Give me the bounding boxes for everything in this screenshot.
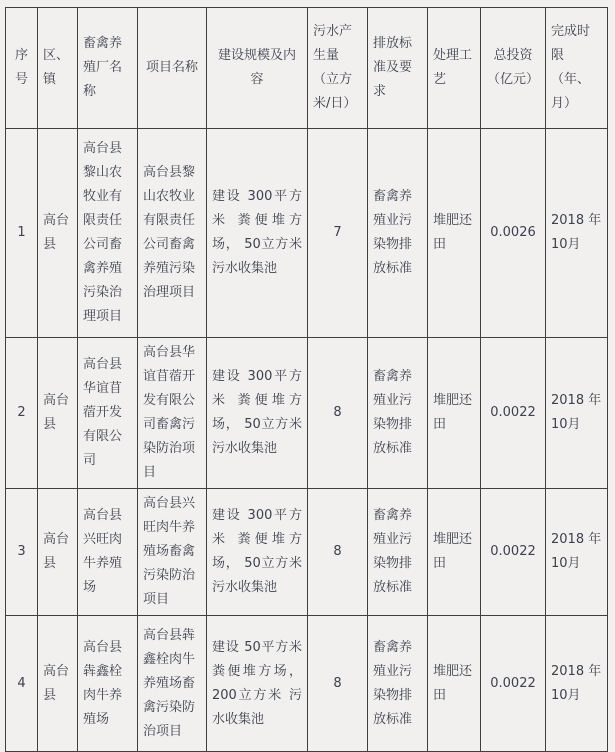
table-cell: 建设 50平方米 粪便堆方场， 200立方米 污水收集池 bbox=[207, 616, 308, 752]
table-cell: 畜禽养殖业污染物排放标准 bbox=[368, 616, 428, 752]
table-cell: 畜禽养殖业污染物排放标准 bbox=[368, 489, 428, 616]
document-sheet bbox=[5, 7, 607, 752]
table-cell: 建设 300平方米 粪便堆方场， 50立方米 污水收集池 bbox=[207, 129, 308, 338]
table-cell: 堆肥还田 bbox=[428, 338, 481, 489]
table-cell: 高台县华谊苜蓿开发有限公司畜禽污染防治项目 bbox=[138, 338, 207, 489]
column-header: 序号 bbox=[6, 8, 38, 129]
table-cell: 0.0022 bbox=[481, 338, 546, 489]
column-header: 建设规模及内容 bbox=[207, 8, 308, 129]
table-row bbox=[6, 129, 608, 338]
table-cell: 高台县犇鑫栓肉牛养殖场 bbox=[78, 616, 138, 752]
column-header: 完成时限（年、月） bbox=[546, 8, 608, 129]
header-row bbox=[6, 8, 608, 129]
table-cell: 2018 年10月 bbox=[546, 616, 608, 752]
table-cell: 0.0026 bbox=[481, 129, 546, 338]
table-cell: 畜禽养殖业污染物排放标准 bbox=[368, 129, 428, 338]
column-header: 项目名称 bbox=[138, 8, 207, 129]
column-header: 排放标准及要求 bbox=[368, 8, 428, 129]
column-header: 总投资（亿元） bbox=[481, 8, 546, 129]
table-cell: 2018 年10月 bbox=[546, 338, 608, 489]
table-cell: 建设 300平方米 粪便堆方场， 50立方米 污水收集池 bbox=[207, 338, 308, 489]
table-cell: 高台县 bbox=[38, 129, 78, 338]
column-header: 区、镇 bbox=[38, 8, 78, 129]
table-cell: 畜禽养殖业污染物排放标准 bbox=[368, 338, 428, 489]
table-cell: 高台县 bbox=[38, 489, 78, 616]
table-cell: 建设 300平方米 粪便堆方场， 50立方米 污水收集池 bbox=[207, 489, 308, 616]
column-header: 处理工艺 bbox=[428, 8, 481, 129]
table-cell: 高台县 bbox=[38, 616, 78, 752]
table-cell: 8 bbox=[308, 616, 368, 752]
table-cell: 2 bbox=[6, 338, 38, 489]
table-header bbox=[6, 8, 608, 129]
table-cell: 高台县 bbox=[38, 338, 78, 489]
table-cell: 堆肥还田 bbox=[428, 616, 481, 752]
table-body bbox=[6, 129, 608, 752]
table-cell: 2018 年10月 bbox=[546, 129, 608, 338]
table-cell: 8 bbox=[308, 489, 368, 616]
table-cell: 高台县黎山农牧业有限责任公司畜禽养殖污染治理项目 bbox=[78, 129, 138, 338]
project-table bbox=[5, 7, 608, 752]
table-cell: 高台县兴旺肉牛养殖场 bbox=[78, 489, 138, 616]
table-cell: 高台县黎山农牧业有限责任公司畜禽养殖污染治理项目 bbox=[138, 129, 207, 338]
table-cell: 7 bbox=[308, 129, 368, 338]
table-cell: 高台县兴旺肉牛养殖场畜禽污染防治项目 bbox=[138, 489, 207, 616]
table-cell: 高台县犇鑫栓肉牛养殖场畜禽污染防治项目 bbox=[138, 616, 207, 752]
table-cell: 1 bbox=[6, 129, 38, 338]
table-row bbox=[6, 616, 608, 752]
table-cell: 高台县华谊苜蓿开发有限公司 bbox=[78, 338, 138, 489]
table-cell: 2018 年10月 bbox=[546, 489, 608, 616]
table-cell: 8 bbox=[308, 338, 368, 489]
column-header: 污水产生量（立方米/日） bbox=[308, 8, 368, 129]
table-cell: 4 bbox=[6, 616, 38, 752]
table-row bbox=[6, 338, 608, 489]
table-cell: 0.0022 bbox=[481, 616, 546, 752]
table-cell: 0.0022 bbox=[481, 489, 546, 616]
column-header: 畜禽养殖厂名称 bbox=[78, 8, 138, 129]
table-cell: 堆肥还田 bbox=[428, 129, 481, 338]
table-row bbox=[6, 489, 608, 616]
table-cell: 3 bbox=[6, 489, 38, 616]
table-cell: 堆肥还田 bbox=[428, 489, 481, 616]
